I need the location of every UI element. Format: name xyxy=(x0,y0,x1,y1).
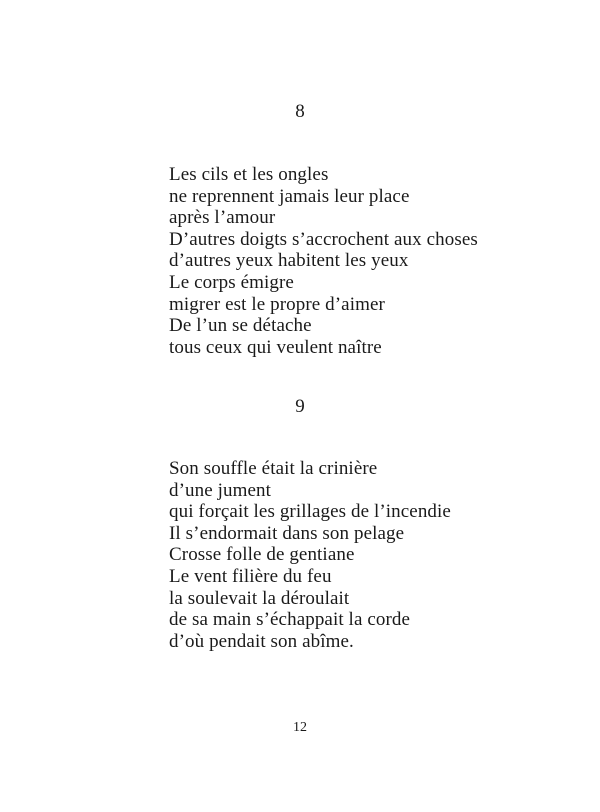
verse-line: Son souffle était la crinière xyxy=(169,458,378,479)
verse-line: d’autres yeux habitent les yeux xyxy=(169,250,409,272)
verse-line: de sa main s’échappait la corde xyxy=(169,609,411,631)
verse-line: après l’amour xyxy=(169,207,276,229)
verse-line: Crosse folle de gentiane xyxy=(169,544,355,566)
stanza xyxy=(169,164,589,358)
page-number: 12 xyxy=(293,720,307,735)
verse-line: Le corps émigre xyxy=(169,271,294,293)
verse-line: ne reprennent jamais leur place xyxy=(169,185,410,207)
verse-line: la soulevait la déroulait xyxy=(169,587,350,609)
verse-line: Il s’endormait dans son pelage xyxy=(169,522,405,544)
verse-line: Les cils et les ongles xyxy=(169,164,329,185)
section-number: 8 xyxy=(295,101,305,122)
verse-line: D’autres doigts s’accrochent aux choses xyxy=(169,228,478,250)
verse-line: migrer est le propre d’aimer xyxy=(169,293,385,315)
verse-line: d’où pendait son abîme. xyxy=(169,630,354,652)
section-number: 9 xyxy=(295,396,305,417)
stanza xyxy=(169,458,589,652)
verse-line: tous ceux qui veulent naître xyxy=(169,336,382,358)
verse-line: qui forçait les grillages de l’incendie xyxy=(169,501,451,523)
verse-line: De l’un se détache xyxy=(169,315,312,337)
verse-line: Le vent filière du feu xyxy=(169,565,332,587)
verse-line: d’une jument xyxy=(169,479,271,501)
